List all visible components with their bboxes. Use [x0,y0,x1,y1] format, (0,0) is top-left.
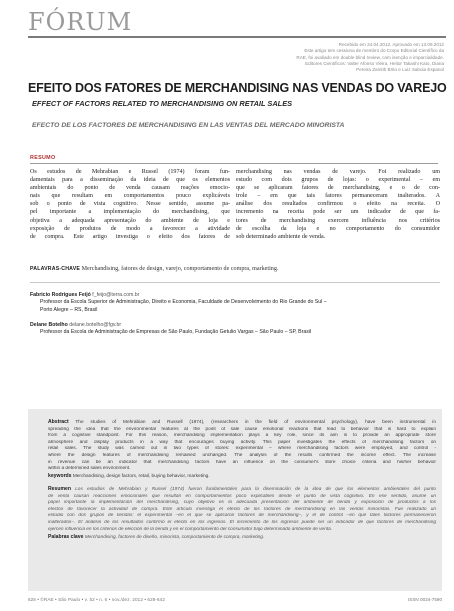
resumo-line: de escolha da loja e no comportamento do consumidor [236,225,440,232]
abstract-line: in revenue can be an indicator that merchandising factors have an influence on the consumer's store choice criteria and his/her behavior [48,459,436,465]
author-name: Fabricio Rodrigues Feijó [30,292,91,298]
keywords-pt [30,266,278,272]
abstract-en [48,419,436,473]
resumo-line: nais que resultam em comportamentos pouco explicáveis [30,193,230,200]
review-info [234,42,444,73]
resumo-line: sob determinado ambiente de venda. [236,233,326,240]
abstract-line: where the design features of merchandising remained unchanged. The analysis of the results confirmed the income effect. The increase [48,452,436,458]
resumen-line: estudio con dos grupos de tiendas: el experimental –en el que se aplicaron factores de merchandising–, y el de control –en que tales factores permanecieron [48,513,436,519]
resumo-heading: RESUMO [30,155,56,161]
review-line: Pereira Zamith Brito e Luiz Saboia Espanol [356,67,444,73]
keywords-en-label: keywords [48,473,72,479]
section-label: FÓRUM [28,8,133,36]
keywords-en [48,473,210,479]
article-title-en: EFFECT OF FACTORS RELATED TO MERCHANDISING ON RETAIL SALES [32,99,293,108]
resumo-line: Os estudos de Mehrabian e Russel (1974) foram fun- [30,169,230,175]
keywords-en-text: Merchandising, design factors, retail, buying behavior, marketing. [71,474,210,479]
review-line: Editores Científicos: Valter Afonso Vieira, Heitor Takashi Kato, Diana [305,60,444,66]
abstract-label: Abstract [48,419,69,425]
keywords-es [48,534,264,540]
resumen-line: inalterados–. El análisis de los resultados confirmó el efecto en los ingresos. El incremento de los ingresos puede ser un indicador de que factores de merchandising [48,519,436,525]
resumo-line: tores de merchandising exercem influência nos critérios [236,217,440,224]
resumo-line: de compra. Este artigo investiga o efeito dos fatores de [30,233,230,240]
review-line: Recebido em 24.04.2012. Aprovado em 13.09.2012 [338,42,444,47]
resumo-column-right [236,168,440,241]
author-block [30,292,327,314]
resumo-line: exposição de produtos de modo a favorecer a atividade [30,225,230,232]
resumen-es [48,486,436,533]
resumen-line: de venta causan reacciones emocionales que resultan en comportamientos poco explicables desde el punto de vista cognitivo. En ese sentido, asume un [48,493,436,499]
abstract-line: from a cognitive standpoint. For this reason, merchandising implementation plays a key role, since its aim is to provide an appropriate store [48,433,436,439]
author-affiliation: Porto Alegre – RS, Brasil [40,306,98,313]
header-rule [28,36,446,38]
abstract-line: The studies of Mehrabian and Russell (1974), (researchers in the field of environmental psychology), have been instrumental in [68,420,436,425]
resumo-line: incremento na receita pode ser um indicador de que fa- [236,209,440,216]
issn: ISSN 0034-7590 [408,597,442,602]
resumo-rule [30,163,438,164]
resumo-line: estudo com dois grupos de lojas: o experimental – em [236,177,440,184]
page-footer: 628 • ©RAE • São Paulo • v. 52 • n. 6 • nov./dez. 2012 • 628-642 [28,597,165,602]
resumo-column-left [30,168,230,241]
author-email[interactable]: f_feijo@terra.com.br [92,292,140,298]
resumo-line: merchandising nas vendas de varejo. Foi realizado um [236,169,440,175]
resumo-line: objetiva a adequada apresentação do ambiente de loja e [30,217,230,224]
resumo-line: sob o ponto de vista cognitivo. Nesse sentido, assume pa- [30,201,230,208]
resumo-line: damentais para a disseminação da ideia de que os elementos [30,177,230,184]
resumen-line: Los estudios de Mehrabian y Russel (1974) fueron fundamentales para la diseminación de la idea de que los elementos ambientales del punto [70,487,436,492]
review-line: Este artigo tem cessiona de membro do Corpo Editorial Científico da [304,48,444,54]
resumo-line: que se aplicaram fatores de merchandising, e o de con- [236,185,440,192]
abstract-line: retail sales. The study was carried out in two types of stores: experimental – where merchandising factors were employed, and control - [48,446,436,452]
author-name: Delane Botelho [30,322,68,328]
keywords-pt-text: Merchandising, fatores de design, varejo, comportamento de compra, marketing. [80,266,279,272]
divider [30,282,440,283]
author-affiliation: Professor da Escola Superior de Administração, Direito e Economia, Faculdade de Desenvolvimento do Rio Grande do Sul – [40,299,327,306]
author-email[interactable]: delane.botelho@fgv.br [69,322,122,328]
resumo-line: trole – em que tais fatores permaneceram inalterados. A [236,193,440,200]
article-title-es: EFECTO DE LOS FACTORES DE MERCHANDISING EN LAS VENTAS DEL MERCADO MINORISTA [32,122,345,129]
resumo-line: análise dos resultados confirmou o efeito na receita. O [236,201,440,208]
resumo-line: ambientais do ponto de venda causam reações emocio- [30,185,230,192]
keywords-es-label: Palabras clave [48,534,84,540]
author-affiliation: Professor da Escola de Administração de Empresas de São Paulo, Fundação Getulio Vargas – São Paulo – SP, Brasil [40,329,312,336]
resumen-label: Resumen [48,486,71,492]
resumen-line: papel importante la implementación del merchandising, cuyo objetivo es la adecuada presentación del ambiente de tienda y exposición de productos a los [48,500,436,506]
author-block [30,322,311,337]
abstract-line: atmosphere and display products in a way that encourages buying activity. This paper investigates the effects of merchandising factors on [48,439,436,445]
keywords-pt-label: PALAVRAS-CHAVE [30,266,81,272]
review-line: RAE, foi avaliado em double blind review, com isenção e imparcialidade. [296,54,444,60]
article-title-pt: EFEITO DOS FATORES DE MERCHANDISING NAS VENDAS DO VAREJO [28,81,447,95]
resumen-line: ejercen influencia en los criterios de elección de la tienda y en el comportamiento del consumidor bajo determinado ambiente de venta. [48,526,333,532]
abstract-line: within a determined sales environment. [48,466,131,472]
resumo-line: pel importante a implementação do merchandising, que [30,209,230,216]
resumen-line: efectos de favorecer la actividad de compra. Este artículo investiga el efecto de los factores de merchandising en las ventas minoristas. Fue realizado un [48,506,436,512]
abstract-line: spreading the idea that the environmental features at the point of sale cause emotional reactions that lead to behavior that is hard to explain [48,426,436,432]
keywords-es-text: Merchandising, factores de diseño, minorista, comportamiento de compra, marketing. [83,535,265,540]
